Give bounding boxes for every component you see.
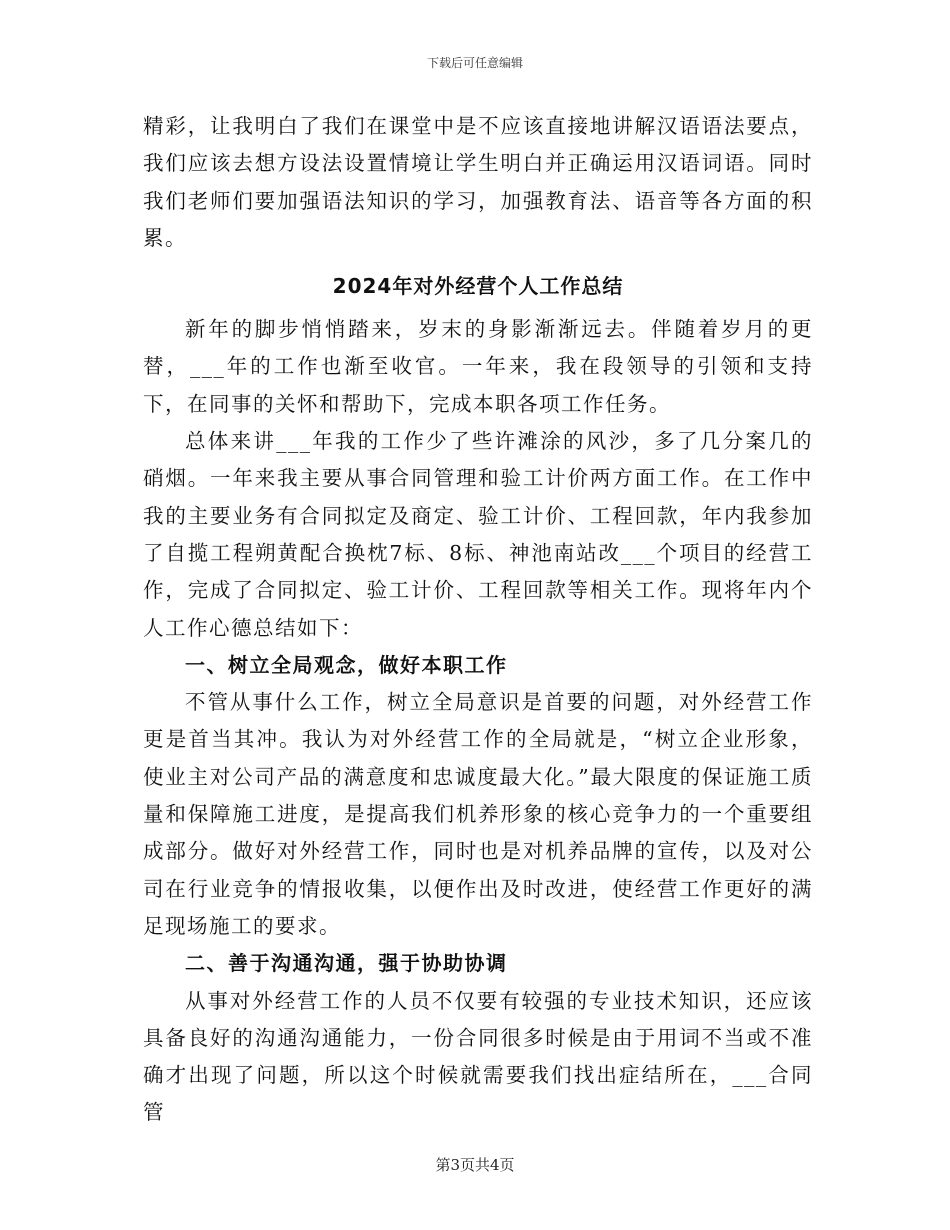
section-heading-2: 二、善于沟通沟通，强于协助协调 bbox=[185, 951, 508, 976]
paragraph-overview: 总体来讲___年我的工作少了些许滩涂的风沙，多了几分案几的硝烟。一年来我主要从事合同管理和验工计价两方面工作。在工作中我的主要业务有合同拟定及商定、验工计价、工程回款，年内我参加了自揽工程朔黄配合换枕7标、8标、神池南站改___个项目的经营工作，完成了合同拟定、验工计价、工程回款等相关工作。现将年内个人工作心德总结如下： bbox=[143, 429, 813, 640]
page-number: 第3页共4页 bbox=[435, 1156, 515, 1174]
document-title: 2024年对外经营个人工作总结 bbox=[332, 274, 624, 299]
intro-paragraph: 精彩，让我明白了我们在课堂中是不应该直接地讲解汉语语法要点，我们应该去想方设法设置情境让学生明白并正确运用汉语词语。同时我们老师们要加强语法知识的学习，加强教育法、语音等各方面的积累。 bbox=[143, 114, 813, 250]
document-body bbox=[143, 108, 813, 1132]
page-header: 下载后可任意编辑 bbox=[426, 56, 523, 70]
section-heading-1: 一、树立全局观念，做好本职工作 bbox=[185, 652, 508, 677]
paragraph-opening: 新年的脚步悄悄踏来，岁末的身影渐渐远去。伴随着岁月的更替，___年的工作也渐至收官。一年来，我在段领导的引领和支持下，在同事的关怀和帮助下，完成本职各项工作任务。 bbox=[143, 317, 813, 416]
paragraph-global-view: 不管从事什么工作，树立全局意识是首要的问题，对外经营工作更是首当其冲。我认为对外经营工作的全局就是，“树立企业形象，使业主对公司产品的满意度和忠诚度最大化。”最大限度的保证施工质量和保障施工进度，是提高我们机养形象的核心竞争力的一个重要组成部分。做好对外经营工作，同时也是对机养品牌的宣传，以及对公司在行业竞争的情报收集，以便作出及时改进，使经营工作更好的满足现场施工的要求。 bbox=[143, 690, 813, 938]
paragraph-communication: 从事对外经营工作的人员不仅要有较强的专业技术知识，还应该具备良好的沟通沟通能力，一份合同很多时候是由于用词不当或不准确才出现了问题，所以这个时候就需要我们找出症结所在，___合同管 bbox=[143, 988, 813, 1125]
